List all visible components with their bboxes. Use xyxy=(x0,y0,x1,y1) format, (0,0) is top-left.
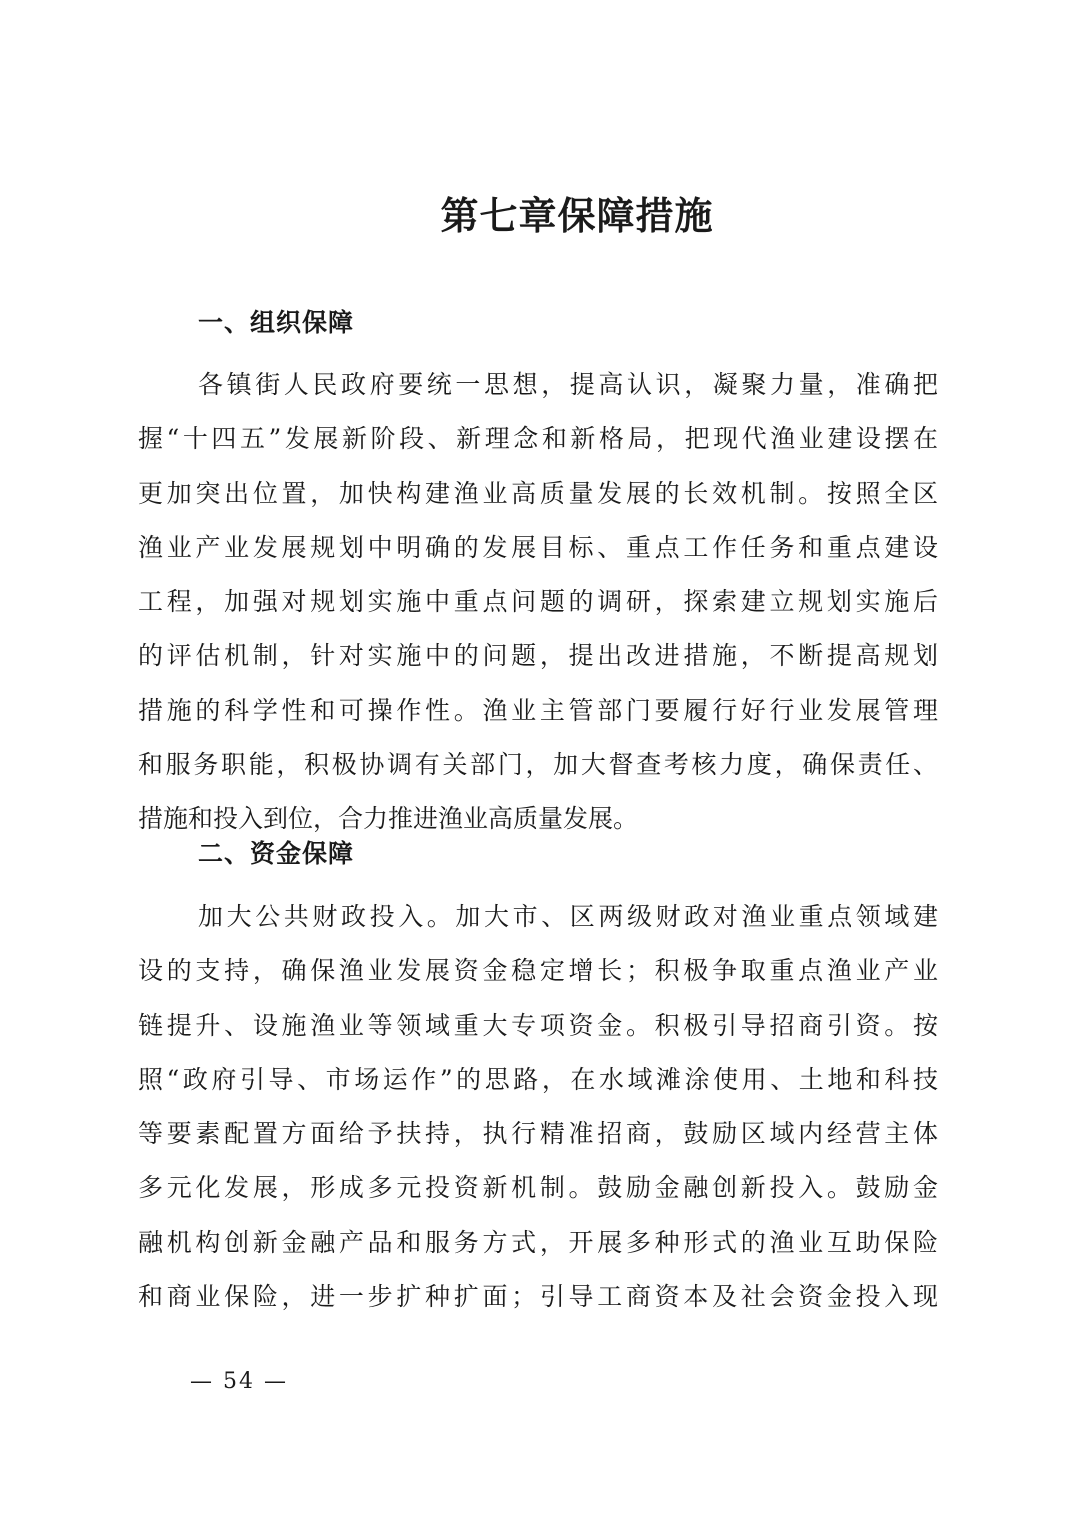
paragraph-line: 和服务职能，积极协调有关部门，加大督查考核力度，确保责任、 xyxy=(138,750,938,780)
paragraph-line: 握“十四五”发展新阶段、新理念和新格局，把现代渔业建设摆在 xyxy=(138,424,938,454)
paragraph-line: 多元化发展，形成多元投资新机制。鼓励金融创新投入。鼓励金 xyxy=(138,1173,938,1203)
paragraph-line: 措施的科学性和可操作性。渔业主管部门要履行好行业发展管理 xyxy=(138,695,938,725)
paragraph-line: 融机构创新金融产品和服务方式，开展多种形式的渔业互助保险 xyxy=(138,1227,938,1257)
section-heading-funding: 二、资金保障 xyxy=(198,839,355,868)
paragraph-line: 等要素配置方面给予扶持，执行精准招商，鼓励区域内经营主体 xyxy=(138,1119,938,1149)
paragraph-line: 的评估机制，针对实施中的问题，提出改进措施，不断提高规划 xyxy=(138,641,938,671)
paragraph-line: 工程，加强对规划实施中重点问题的调研，探索建立规划实施后 xyxy=(138,587,938,617)
paragraph-line: 更加突出位置，加快构建渔业高质量发展的长效机制。按照全区 xyxy=(138,478,938,508)
paragraph-line: 和商业保险，进一步扩种扩面；引导工商资本及社会资金投入现 xyxy=(138,1282,938,1312)
page-number: — 54 — xyxy=(190,1369,288,1394)
paragraph-line: 链提升、设施渔业等领域重大专项资金。积极引导招商引资。按 xyxy=(138,1010,938,1040)
paragraph-line: 加大公共财政投入。加大市、区两级财政对渔业重点领域建 xyxy=(198,902,938,931)
section-body-funding xyxy=(138,890,938,1324)
paragraph-line: 渔业产业发展规划中明确的发展目标、重点工作任务和重点建设 xyxy=(138,532,938,562)
paragraph-line: 设的支持，确保渔业发展资金稳定增长；积极争取重点渔业产业 xyxy=(138,956,938,986)
chapter-title: 第七章保障措施 xyxy=(440,193,714,238)
paragraph-line: 措施和投入到位，合力推进渔业高质量发展。 xyxy=(138,804,639,834)
section-body-organization xyxy=(138,358,938,847)
paragraph-line: 照“政府引导、市场运作”的思路，在水域滩涂使用、土地和科技 xyxy=(138,1064,938,1094)
paragraph-line: 各镇街人民政府要统一思想，提高认识，凝聚力量，准确把 xyxy=(198,370,938,399)
section-heading-organization: 一、组织保障 xyxy=(198,308,355,337)
